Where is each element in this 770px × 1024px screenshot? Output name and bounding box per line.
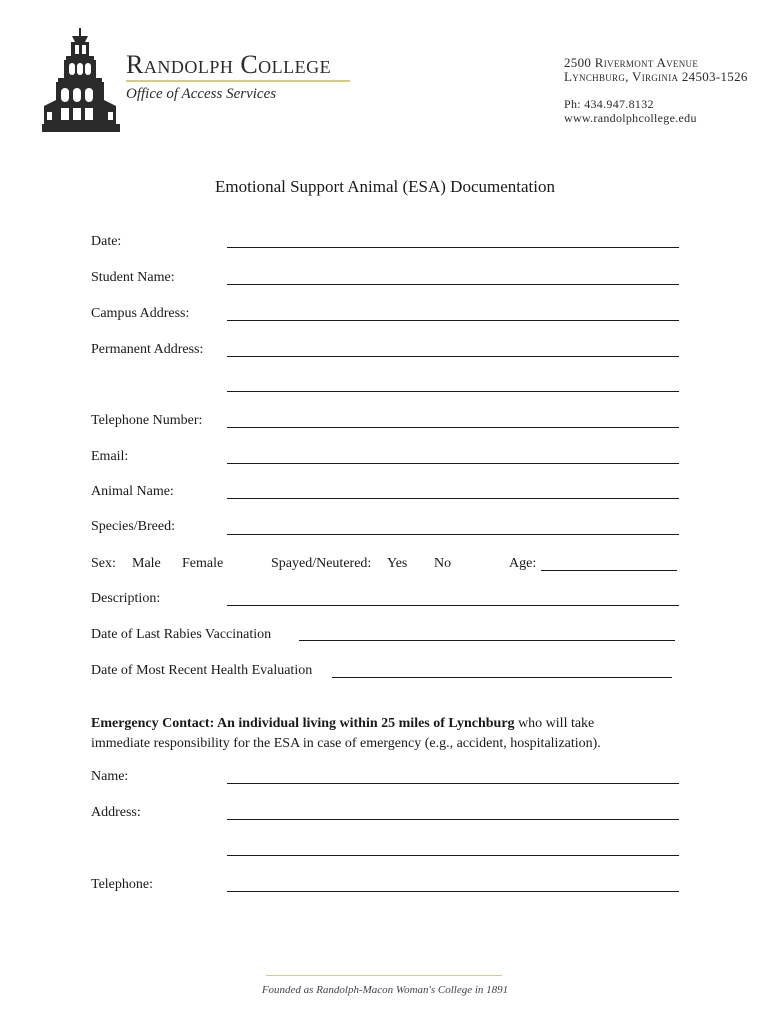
emergency-telephone-field[interactable] bbox=[227, 891, 679, 892]
founded-note: Founded as Randolph-Macon Woman's College in 1891 bbox=[261, 984, 509, 996]
date-field[interactable] bbox=[227, 247, 679, 248]
email-label: Email: bbox=[91, 449, 129, 464]
emergency-address-label: Address: bbox=[91, 805, 141, 820]
date-label: Date: bbox=[91, 234, 122, 249]
species-breed-label: Species/Breed: bbox=[91, 519, 175, 534]
rabies-vaccination-field[interactable] bbox=[299, 640, 675, 641]
name-divider bbox=[126, 80, 350, 82]
permanent-address-field-2[interactable] bbox=[227, 391, 679, 392]
email-field[interactable] bbox=[227, 463, 679, 464]
emergency-contact-heading: Emergency Contact: An individual living within 25 miles of Lynchburg bbox=[91, 716, 515, 731]
campus-address-field[interactable] bbox=[227, 320, 679, 321]
telephone-number-label: Telephone Number: bbox=[91, 413, 203, 428]
emergency-name-field[interactable] bbox=[227, 783, 679, 784]
emergency-telephone-label: Telephone: bbox=[91, 877, 153, 892]
college-name: Randolph College bbox=[126, 50, 332, 79]
emergency-contact-text-line2: immediate responsibility for the ESA in case of emergency (e.g., accident, hospitalization). bbox=[91, 736, 601, 751]
telephone-number-field[interactable] bbox=[227, 427, 679, 428]
office-name: Office of Access Services bbox=[126, 86, 277, 102]
spayed-option-yes[interactable]: Yes bbox=[387, 556, 408, 571]
permanent-address-field[interactable] bbox=[227, 356, 679, 357]
form-title: Emotional Support Animal (ESA) Documentation bbox=[215, 177, 555, 196]
emergency-contact-text-tail: who will take bbox=[514, 716, 595, 731]
sex-label: Sex: bbox=[91, 556, 116, 571]
animal-name-label: Animal Name: bbox=[91, 484, 174, 499]
animal-name-field[interactable] bbox=[227, 498, 679, 499]
student-name-field[interactable] bbox=[227, 284, 679, 285]
emergency-name-label: Name: bbox=[91, 769, 129, 784]
emergency-address-field[interactable] bbox=[227, 819, 679, 820]
sex-option-male[interactable]: Male bbox=[132, 556, 161, 571]
address-line-2: Lynchburg, Virginia 24503-1526 bbox=[564, 69, 748, 84]
emergency-address-field-2[interactable] bbox=[227, 855, 679, 856]
website: www.randolphcollege.edu bbox=[564, 111, 697, 125]
footer-divider bbox=[266, 975, 502, 976]
description-label: Description: bbox=[91, 591, 161, 606]
emergency-contact-instructions bbox=[91, 714, 691, 754]
age-label: Age: bbox=[509, 556, 537, 571]
spayed-option-no[interactable]: No bbox=[434, 556, 452, 571]
rabies-vaccination-label: Date of Last Rabies Vaccination bbox=[91, 627, 272, 642]
phone-number: Ph: 434.947.8132 bbox=[564, 97, 654, 111]
species-breed-field[interactable] bbox=[227, 534, 679, 535]
permanent-address-label: Permanent Address: bbox=[91, 342, 204, 357]
address-line-1: 2500 Rivermont Avenue bbox=[564, 55, 699, 70]
sex-option-female[interactable]: Female bbox=[182, 556, 224, 571]
campus-address-label: Campus Address: bbox=[91, 306, 190, 321]
age-field[interactable] bbox=[541, 570, 677, 571]
description-field[interactable] bbox=[227, 605, 679, 606]
college-tower-logo bbox=[42, 28, 122, 136]
student-name-label: Student Name: bbox=[91, 270, 175, 285]
spayed-neutered-label: Spayed/Neutered: bbox=[271, 556, 372, 571]
health-evaluation-field[interactable] bbox=[332, 677, 672, 678]
health-evaluation-label: Date of Most Recent Health Evaluation bbox=[91, 663, 313, 678]
